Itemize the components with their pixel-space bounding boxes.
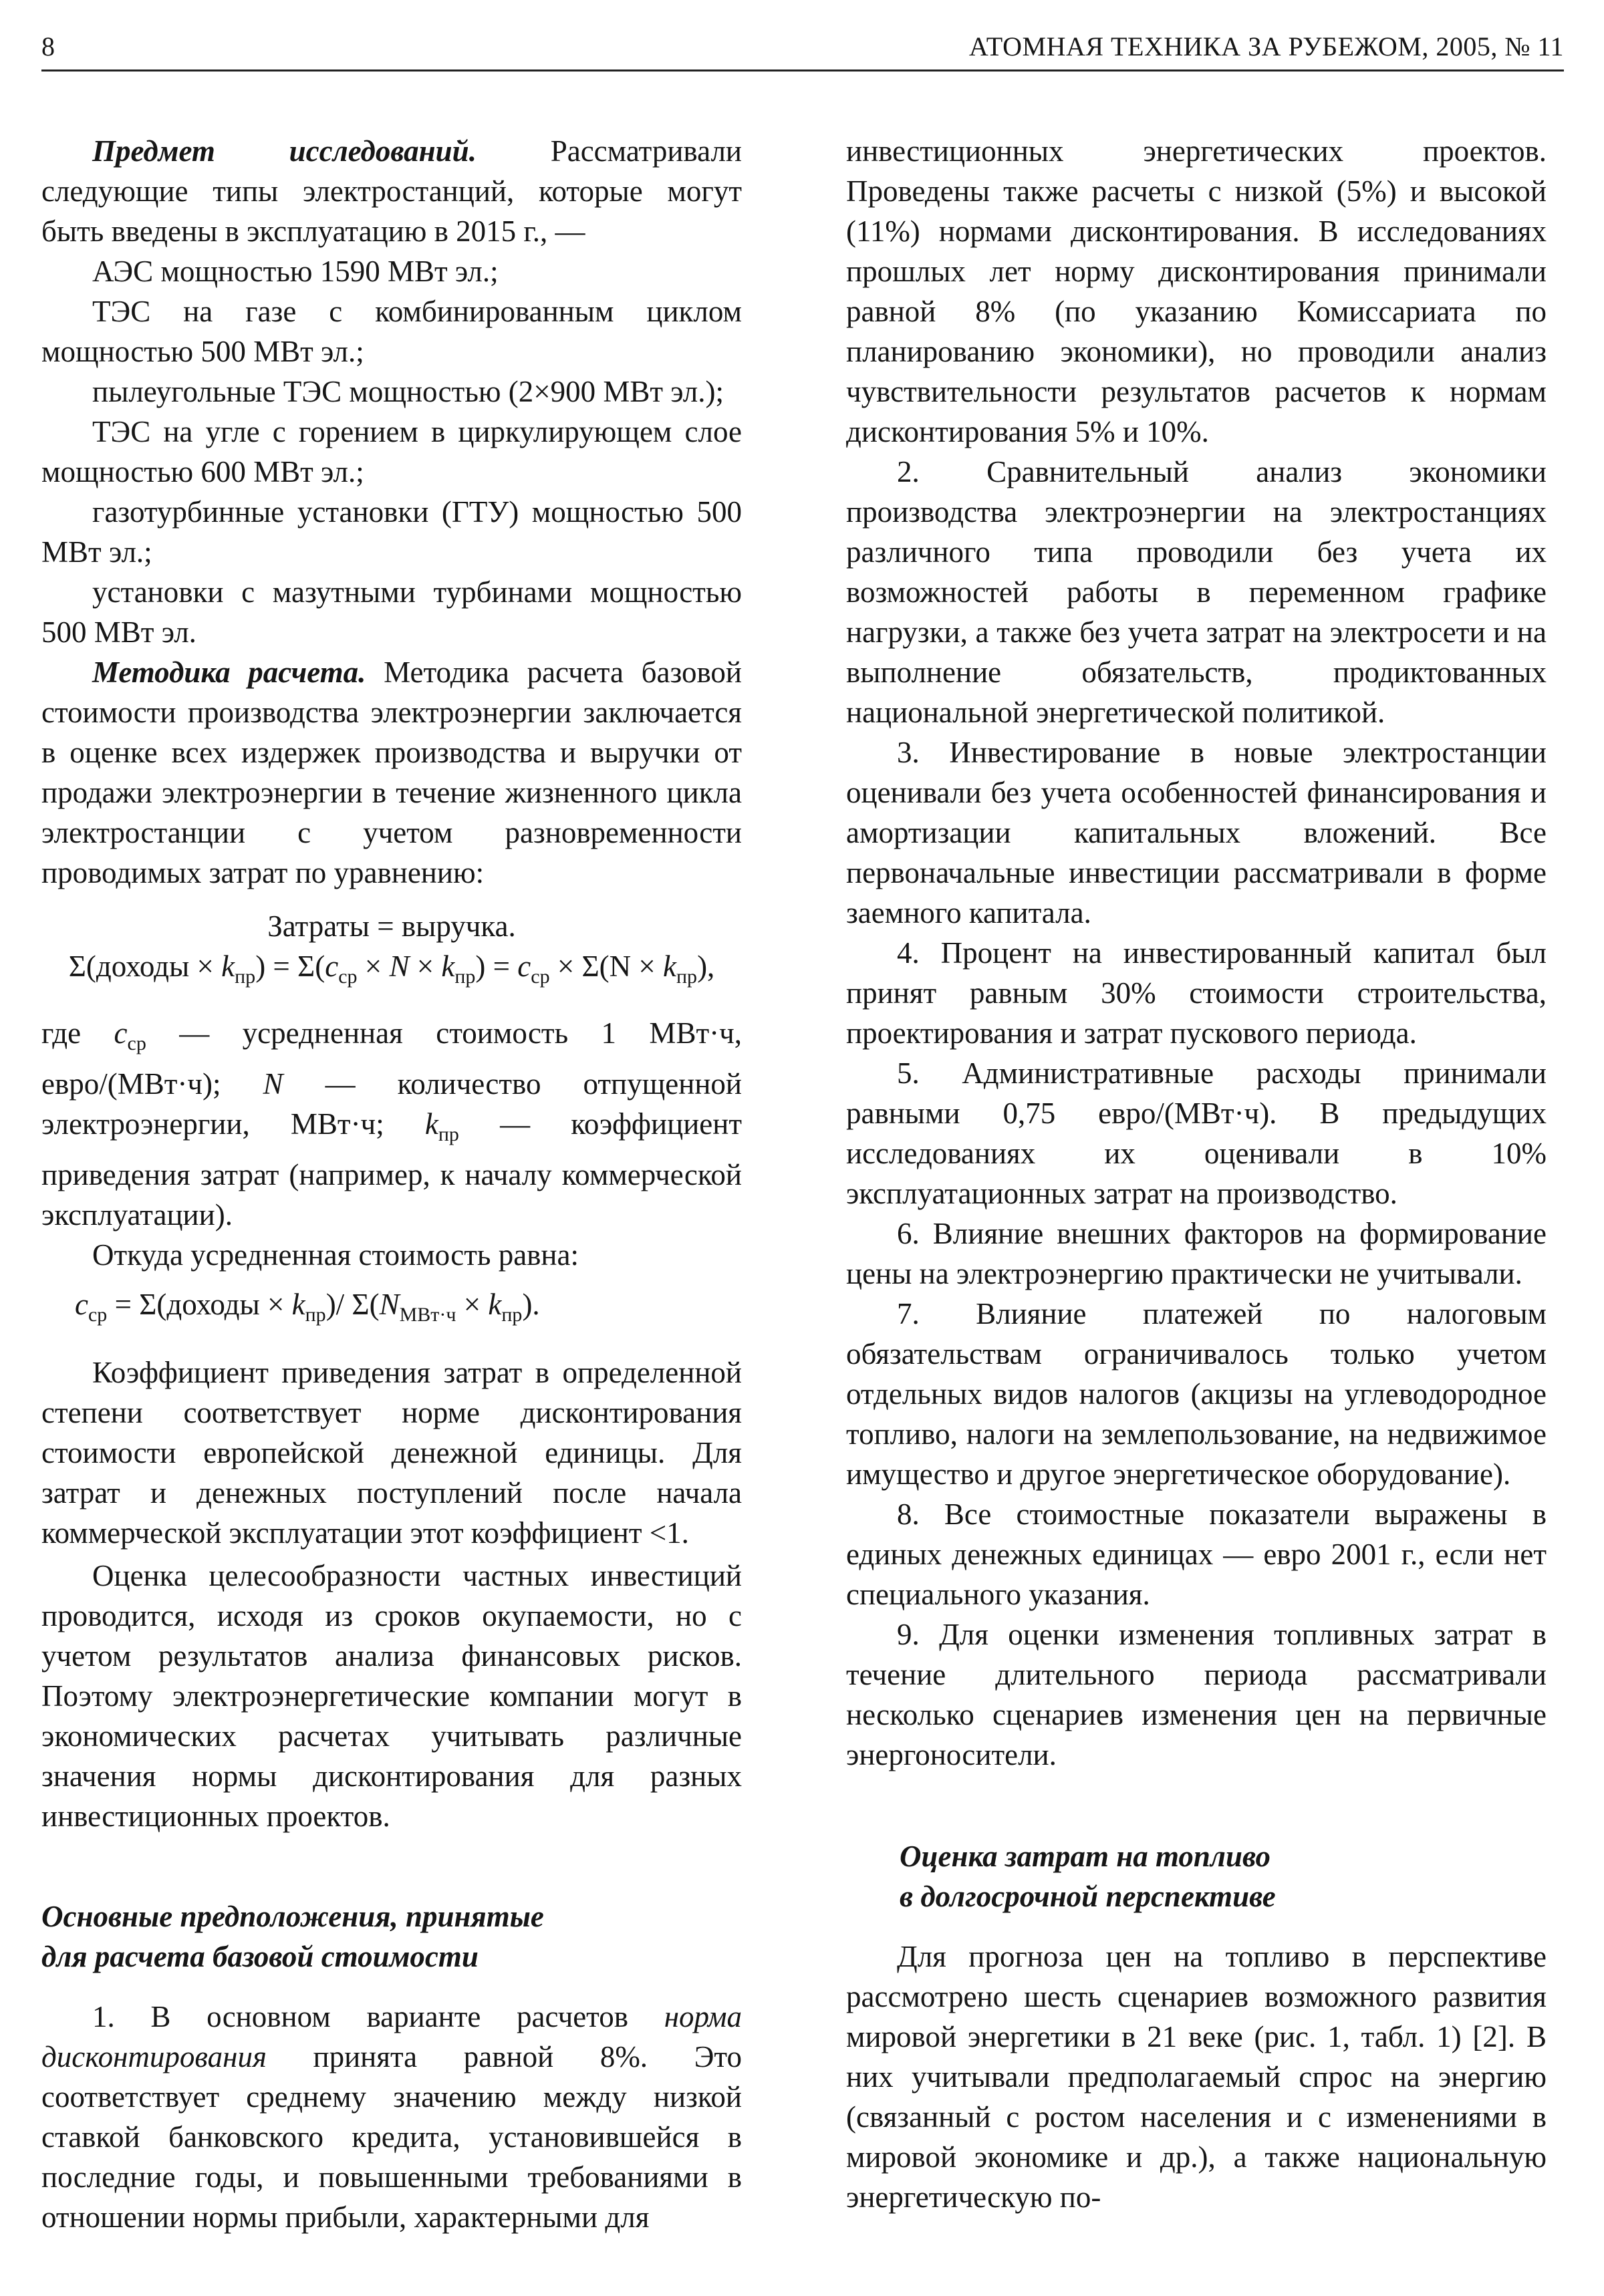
fuel-paragraph: Для прогноза цен на топливо в перспективе рассмотрено шесть сценариев возможного развития мировой энергетики в 21 веке (рис. 1, табл. 1) [2]. В них учитывали предполагаемый спрос на энергию (связанный с ростом населения и с изменениями в мировой экономике и др.), а также национальную энергетическую по- [846,1940,1547,2214]
section-heading-fuel: Оценка затрат на топливо в долгосрочной перспективе [900,1840,1276,1913]
plant-item: пылеугольные ТЭС мощностью (2×900 МВт эл.); [92,375,724,408]
header-rule [41,69,1564,71]
where-paragraph: где $c_{ср}$ — усредненная стоимость 1 МВт·ч, евро/(МВт·ч); N — количество отпущенной электроэнергии, МВт·ч; $k_{пр}$ — коэффициент приведения затрат (например, к началу коммерческой эксплуатации). [41,1016,742,1232]
plant-item: ТЭС на угле с горением в циркулирующем слое мощностью 600 МВт эл.; [41,415,742,488]
plant-item: газотурбинные установки (ГТУ) мощностью 500 МВт эл.; [41,495,742,569]
assumption-item: 4. Процент на инвестированный капитал был принят равным 30% стоимости строительства, проектирования и затрат пускового периода. [846,936,1547,1050]
investment-paragraph: Оценка целесообразности частных инвестиций проводится, исходя из сроков окупаемости, но с учетом результатов анализа финансовых рисков. Поэтому электроэнергетические компании могут в экономических расчетах учитывать различные значения нормы дисконтирования для разных инвестиционных проектов. [41,1559,742,1833]
plant-item: установки с мазутными турбинами мощностью 500 МВт эл. [41,575,742,649]
assumption-item: 5. Административные расходы принимали равными 0,75 евро/(МВт·ч). В предыдущих исследованиях их оценивали в 10% эксплуатационных затрат на производство. [846,1056,1547,1210]
equation-sum: Σ(доходы × $k_{пр}) = \Sigma(c_{ср} \times N \times k_{пр}) = c_{ср} \times \Sigma(N \times k_{пр})$, [68,950,715,988]
subject-text: Рассматривали следующие типы электростанций, которые могут быть введены в эксплуатацию в 2015 г., — [41,134,742,248]
subject-paragraph [41,131,742,251]
page-header [41,31,1564,72]
journal-title: АТОМНАЯ ТЕХНИКА ЗА РУБЕЖОМ, 2005, № 11 [968,31,1564,61]
assumption-item: 2. Сравнительный анализ экономики производства электроэнергии на электростанциях различного типа проводили без учета их возможностей работы в переменном графике нагрузки, а также без учета затрат на электросети и на выполнение обязательств, продиктованных национальной энергетической политикой. [846,455,1547,729]
assumption-item: 9. Для оценки изменения топливных затрат в течение длительного периода рассматривали несколько сценариев изменения цен на первичные энергоносители. [846,1618,1547,1771]
assumption-item: 6. Влияние внешних факторов на формирование цены на электроэнергию практически не учитывали. [846,1217,1547,1290]
equation-average-cost: $c_{ср}$ = Σ(доходы × $k_{пр})/$ $\Sigma(N_{МВт\cdot ч} \times k_{пр})$. [75,1288,540,1326]
assumption-item: 8. Все стоимостные показатели выражены в единых денежных единицах — евро 2001 г., если нет специального указания. [846,1497,1547,1611]
equation-costs-revenue: Затраты = выручка. [267,909,516,943]
plant-item: АЭС мощностью 1590 МВт эл.; [92,255,499,288]
assumption-item-1-continued: инвестиционных энергетических проектов. Проведены также расчеты с низкой (5%) и высокой (11%) нормами дисконтирования. В исследованиях прошлых лет норму дисконтирования принимали равной 8% (по указанию Комиссариата по планированию экономики), но проводили анализ чувствительности результатов расчетов к нормам дисконтирования 5% и 10%. [846,134,1547,448]
page-number: 8 [41,31,55,61]
subject-runin: Предмет исследований. [92,134,477,168]
plant-item: ТЭС на газе с комбинированным циклом мощностью 500 МВт эл.; [41,295,742,368]
right-column [846,131,1547,2217]
coefficient-paragraph: Коэффициент приведения затрат в определенной степени соответствует норме дисконтирования стоимости европейской денежной единицы. Для затрат и денежных поступлений после начала коммерческой эксплуатации этот коэффициент <1. [41,1356,742,1550]
method-runin: Методика расчета. [92,656,366,689]
method-paragraph [41,652,742,893]
assumption-item-1: 1. В основном варианте расчетов норма дисконтирования принята равной 8%. Это соответствует среднему значению между низкой ставкой банковского кредита, установившейся в последние годы, и повышенными требованиями в отношении нормы прибыли, характерными для [41,2000,742,2234]
method-text: Методика расчета базовой стоимости производства электроэнергии заключается в оценке всех издержек производства и выручки от продажи электроэнергии в течение жизненного цикла электростанции с учетом разновременности проводимых затрат по уравнению: [41,656,742,889]
assumption-item: 3. Инвестирование в новые электростанции оценивали без учета особенностей финансирования и амортизации капитальных вложений. Все первоначальные инвестиции рассматривали в форме заемного капитала. [846,736,1547,929]
assumption-item: 7. Влияние платежей по налоговым обязательствам ограничивалось только учетом отдельных видов налогов (акцизы на углеводородное топливо, налоги на землепользование, на недвижимое имущество и другое энергетическое оборудование). [846,1297,1547,1491]
left-column [41,131,742,2237]
whence-line: Откуда усредненная стоимость равна: [92,1238,579,1272]
section-heading-assumptions: Основные предположения, принятые для расчета базовой стоимости [41,1900,544,1973]
